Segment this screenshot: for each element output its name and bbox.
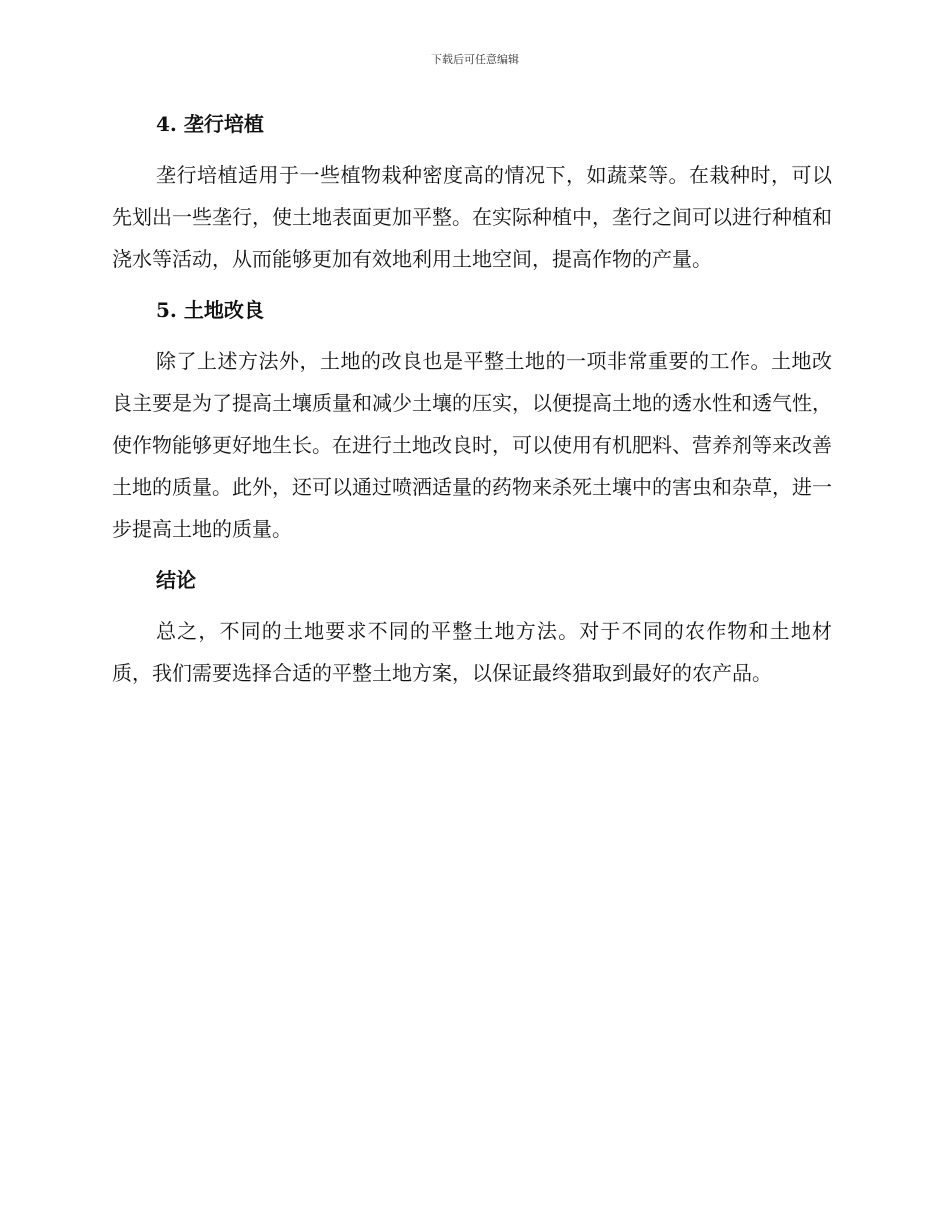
document-body bbox=[112, 110, 832, 694]
section-conclusion bbox=[112, 566, 832, 694]
section-heading: 结论 bbox=[156, 568, 196, 592]
section-heading: 4. 垄行培植 bbox=[156, 112, 264, 136]
section-paragraph: 除了上述方法外，土地的改良也是平整土地的一项非常重要的工作。土地改良主要是为了提高土壤质量和减少土壤的压实，以便提高土地的透水性和透气性，使作物能够更好地生长。在进行土地改良时，可以使用有机肥料、营养剂等来改善土地的质量。此外，还可以通过喷洒适量的药物来杀死土壤中的害虫和杂草，进一步提高土地的质量。 bbox=[112, 349, 832, 541]
section-ridge-cultivation bbox=[112, 110, 832, 280]
section-paragraph: 总之，不同的土地要求不同的平整土地方法。对于不同的农作物和土地材质，我们需要选择合适的平整土地方案，以保证最终猎取到最好的农产品。 bbox=[112, 619, 832, 685]
section-heading: 5. 土地改良 bbox=[156, 298, 264, 322]
section-paragraph: 垄行培植适用于一些植物栽种密度高的情况下，如蔬菜等。在栽种时，可以先划出一些垄行，使土地表面更加平整。在实际种植中，垄行之间可以进行种植和浇水等活动，从而能够更加有效地利用土地空间，提高作物的产量。 bbox=[112, 163, 832, 271]
section-land-improvement bbox=[112, 296, 832, 550]
page-header: 下载后可任意编辑 bbox=[431, 53, 519, 66]
